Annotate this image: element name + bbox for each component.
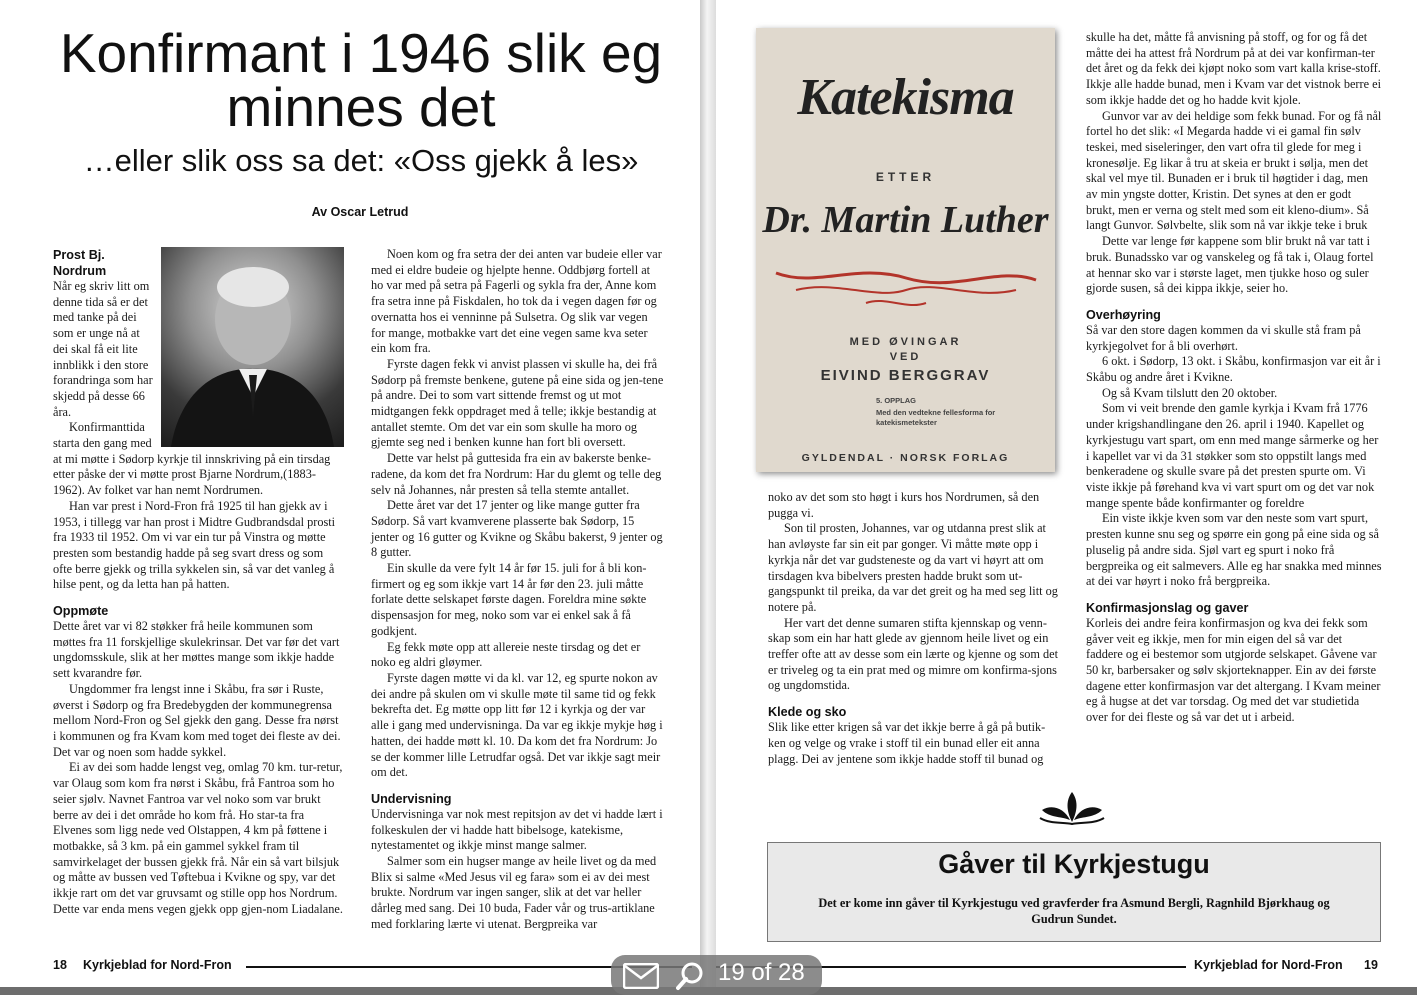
- paragraph: Ein viste ikkje kven som var den neste som vart spurt, presten kunne snu seg og spørre ein gong på eine sida og så pluselig på andre sida. Sjøl vart eg spurt i noko frå bergpreika og eit salmevers. Alle eg har snakka med minnes at dei var høyrt i noko frå bergpreika.: [1086, 511, 1382, 589]
- column-4: [1086, 30, 1382, 726]
- book-edition: 5. OPPLAG: [876, 396, 917, 405]
- book-etter: ETTER: [875, 170, 936, 184]
- paragraph: skulle ha det, måtte få anvisning på stoff, og for og få det måtte dei ha attest frå Nordrum på at dei var konfirman-ter det året og da fekk dei kjøpt noko som vart kalla krise-stoff. Ikkje alle hadde bunad, men i Kvam var det vistnok berre ei som ikkje hadde det og ho hadde kvit kjole.: [1086, 30, 1382, 107]
- paragraph: Og så Kvam tilslutt den 20 oktober.: [1102, 385, 1278, 400]
- page-number-left: 18: [53, 958, 67, 972]
- katekisma-book-cover: [756, 28, 1055, 472]
- book-title: Katekisma: [797, 69, 1014, 126]
- heading-undervisning: Undervisning: [371, 791, 452, 806]
- heading-klede-og-sko: Klede og sko: [768, 705, 847, 720]
- viewer-toolbar: [611, 955, 822, 995]
- right-page: [716, 0, 1417, 987]
- book-editor: EIVIND BERGGRAV: [820, 367, 991, 384]
- book-med: MED ØVINGAR: [849, 336, 962, 348]
- heading-overhoyring: Overhøyring: [1086, 307, 1161, 322]
- paragraph: Dette var lenge før kappene som blir brukt nå var tatt i bruk. Bunadssko var og vanskeleg og få tak i, Olaug fortel at hennar sko var i største laget, men tjukke hoso og suler gjorde susen, så dei kippa ikkje, seier ho.: [1086, 234, 1374, 296]
- paragraph: Slik like etter krigen så var det ikkje berre å gå på butik-ken og velge og vrake i stoff til ein bunad eller eit anna plagg. Dei av jentene som ikkje hadde stoff til bunad og: [768, 720, 1046, 766]
- paragraph: Eg fekk møte opp att allereie neste tirsdag og det er noko eg aldri gløymer.: [371, 639, 641, 670]
- book-publisher: GYLDENDAL · NORSK FORLAG: [801, 452, 1010, 464]
- paragraph: Så var den store dagen kommen da vi skulle stå fram på kyrkjegolvet for å bli overhørt.: [1086, 322, 1361, 353]
- paragraph: Når eg skriv litt om denne tida så er det med tanke på dei som er unge nå at dei skal få eit lite innblikk i den store forandringa som har skjedd på desse 66 åra.: [53, 279, 153, 419]
- paragraph: Dette året var det 17 jenter og like mange gutter fra Sødorp. Så vart kvamverene plasserte bak Sødorp, 15 jenter og 16 gutter og Kvikne og Skåbu bakerst, 9 jenter og 8 gutter.: [371, 498, 663, 560]
- paragraph: Dette året var vi 82 støkker frå heile kommunen som møttes fra 11 forskjellige skulekrinsar. Det var før det vart ungdomsskule, slik at her møttes mange som ikkje hadde sett kvarandre før.: [53, 619, 340, 681]
- paragraph: Fyrste dagen fekk vi anvist plassen vi skulle ha, dei frå Sødorp på fremste benkene, gutene på eine sida og jen-tene på andre. Dei to som vart sittende fremst og ut mot midtgangen fekk oppdraget med å telle; ikkje bestandig at antallet stemte. Om det var ein som skulle ha moro og gjemte seg ned i benken kunne han fort bli oversett.: [371, 356, 664, 450]
- column-1: [53, 247, 344, 917]
- article-title: Konfirmant i 1946 slik eg minnes det: [59, 22, 663, 138]
- paragraph: Gunvor var av dei heldige som fekk bunad. For og få nål fortel ho det slik: «I Megarda hadde vi ei gamal fin sølv teskei, med siseleringer, den vart ofra til glede for meg i kronesølje. Eg likar å tru at skeia er brukt i søljа, men det skal vel mye til. Bunaden er i bruk til høgtider i dag, men av min yngste dotter, Kristin. Det synes at den er godt brukt, men er verna og stelt med som eit kleno-dium». Så langt Gunvor. Sølvbelte, slik som nå var ikkje teke i bruk: [1086, 108, 1382, 233]
- paragraph: Som vi veit brende den gamle kyrkja i Kvam frå 1776 under krigshandlingane den 26. april i 1940. Kapellet og kyrkjestugu vart spart, om enn med mange sårmerke og her i kapellet var vi da 31 støkker som sto oppstilt langs med benkeradene og skulle svare på det presten spurte om. Vi viste ikkje på førehand kva vi vart spurt om og det var nok mange spente både konfirmanter og foreldre: [1086, 401, 1379, 510]
- gaver-title: Gåver til Kyrkjestugu: [938, 849, 1210, 879]
- paragraph: Konfirmanttida starta den gang med at mi møtte i Sødorp kyrkje til innskriving på ein tirsdag etter påske der vi møtte prost Bjarne Nordrum,(1883-1962). Av folket var han nemt Nordrumen.: [53, 420, 331, 498]
- spine-gutter: [700, 0, 716, 987]
- article-byline: Av Oscar Letrud: [311, 205, 409, 219]
- magazine-name-left: Kyrkjeblad for Nord-Fron: [83, 958, 232, 972]
- paragraph: Salmer som ein hugser mange av heile livet og da med Blix si salme «Med Jesus vil eg fara» som ei av dei mest brukte. Nordrum var ingen sanger, slik at det var heller dårleg med sang. Dei 10 buda, Fader vår og trus-artiklane med forklaring lærte vi utenat. Bergpreika var: [371, 854, 657, 931]
- book-author: Dr. Martin Luther: [762, 199, 1049, 241]
- envelope-icon[interactable]: [623, 963, 659, 989]
- portrait-caption: Prost Bj. Nordrum: [53, 248, 107, 278]
- paragraph: Korleis dei andre feira konfirmasjon og kva dei fekk som gåver veit eg ikkje, men for min eigen del så var det faddere og ei bestemor som utgjorde selskapet. Gåvene var 50 kr, barbersaker og sølv skjorteknapper. Ein av dei første dagene etter konfirmasjon var det altergang. I Kvam meiner eg å hugse at det var torsdag. Og med det var studietida over for dei fleste og så var det ut i arbeid.: [1086, 615, 1381, 725]
- left-page: [0, 0, 700, 987]
- page-number-right: 19: [1364, 958, 1378, 972]
- paragraph: Her vart det denne sumaren stifta kjennskap og venn-skap som ein har hatt glede av gjennom heile livet og ein treffer ofte att av desse som ein lærte og kjenne og som det er triveleg og ta ein prat med og mimre om konfirma-sjons og ungdomstida.: [768, 615, 1059, 693]
- paragraph: Undervisninga var nok mest repitsjon av det vi hadde lært i folkeskulen der vi hadde hatt bibelsoge, katekisme, nytestamentet og ikkje minst mange salmer.: [371, 806, 663, 853]
- paragraph: Han var prest i Nord-Fron frå 1925 til han gjekk av i 1953, i tillegg var han prost i Midtre Gudbrandsdal prosti fra 1933 til 1952. Om vi var ein tur på Vinstra og møtte presten som bestandig hadde på seg svart dress og som ofte berre gjekk og trilla sykkelen sin, så var det vanleg å hilse pent, og da letta han på hatten.: [53, 498, 336, 592]
- paragraph: Ein skulle da vere fylt 14 år før 15. juli for å bli kon-firmert og eg som ikkje vart 14 år før den 23. juli måtte forlate dette selskapet første dagen. Foreldra mine søkte dispensasjon for meg, noko som var ei enkel sak å få godkjent.: [371, 561, 647, 638]
- paragraph: Dette var helst på guttesida fra ein av bakerste benke-radene, da kom det fra Nordrum: Har du glemt og telle deg selv nå Johannes, når presten så tella stemte antallet.: [371, 451, 662, 497]
- paragraph: Fyrste dagen møtte vi da kl. var 12, eg spurte nokon av dei andre på skulen om vi skulle møte til same tid og fekk bekrefta det. Eg møtte opp litt før 12 i kyrkja og der var alle i gang med undervisninga. Da var eg ikkje mykje høg i hatten, dei hadde møtt kl. 10. Da kom det fra Nordrum: Jo se der kommer lille Letrudfar også. Det var ikkje sagt meir om det.: [371, 670, 663, 780]
- ornament-icon: [1036, 788, 1108, 828]
- heading-konfirmasjonslag: Konfirmasjonslag og gaver: [1086, 600, 1249, 615]
- gaver-text: Det er kome inn gåver til Kyrkjestugu ved gravferder fra Asmund Bergli, Ragnhild Bjørkhaug og Gudrun Sundet.: [818, 896, 1330, 926]
- magazine-name-right: Kyrkjeblad for Nord-Fron: [1194, 958, 1343, 972]
- paragraph: Son til prosten, Johannes, var og utdanna prest slik at han avløyste far sin eit par gonger. Vi måtte møte opp i kyrkja når det var gudsteneste og da vart vi høyrt att om tirsdagen kva bibelvers presten hadde brukt som ut-gangspunkt til preika, da var det greit og ha med seg litt og notere på.: [768, 521, 1058, 614]
- book-ved: VED: [889, 351, 922, 363]
- paragraph: noko av det som sto høgt i kurs hos Nordrumen, så den puggа vi.: [768, 490, 1040, 520]
- heading-oppmote: Oppmøte: [53, 604, 109, 619]
- paragraph: 6 okt. i Sødorp, 13 okt. i Skåbu, konfirmasjon var eit år i Skåbu og andre året i Kvikne.: [1086, 354, 1381, 385]
- article-subtitle: …eller slik oss sa det: «Oss gjekk å les»: [83, 143, 639, 178]
- paragraph: Noen kom og fra setra der dei anten var budeie eller var med ei eldre budeie og hjelpte henne. Oddbjørg fortell at ho var med på setra på Fagerli og sykla fra der, Anne kom fra setra inne på Fiskdalen, ho tok da i vegen dagen før og overnatta hos ei venninne på Sulsetra. Og slik var vegen for mange, motbakke vart det eine vegen same kva seter ein kom fra.: [371, 247, 662, 356]
- book-note: Med den vedtekne fellesforma for katekismetekster: [876, 408, 996, 427]
- paragraph: Ungdommer fra lengst inne i Skåbu, fra sør i Ruste, øverst i Sødorp og fra Bredebygden der kommunegrensa mellom Nord-Fron og Sel gjekk den gang. Desse fra nørst i kommunen og fra Kvam kom med toget dei fleste av dei. Det var og noen som hadde sykkel.: [53, 681, 341, 759]
- column-3: [768, 490, 1060, 767]
- column-2: [371, 247, 664, 933]
- paragraph: Ei av dei som hadde lengst veg, omlag 70 km. tur-retur, var Olaug som kom fra nørst i Skåbu, frå Fantroa som ho seier sjølv. Navnet Fantroa var vel noko som var brukt berre av dei i det område ho kom frå. Ho star-ta fra Elvenes som ligg nede ved Olstappen, 4 km på føttene i motbakke, så 3 km. på ein gammel sykkel fram til samvirkelaget der bussen gjekk frå. Når ein så vart bilsjuk og måtte av bussen ved Tøftebua i Kvikne og spy, var det ikkje rart om det var gruvsamt og stille opp hos Nordrum. Dette var enda mens vegen gjekk opp gjen-nom Liadalane.: [53, 760, 343, 916]
- portrait-photo: [161, 247, 344, 447]
- gaver-notice-box: [767, 842, 1381, 942]
- page-indicator[interactable]: 19 of 28: [718, 959, 805, 986]
